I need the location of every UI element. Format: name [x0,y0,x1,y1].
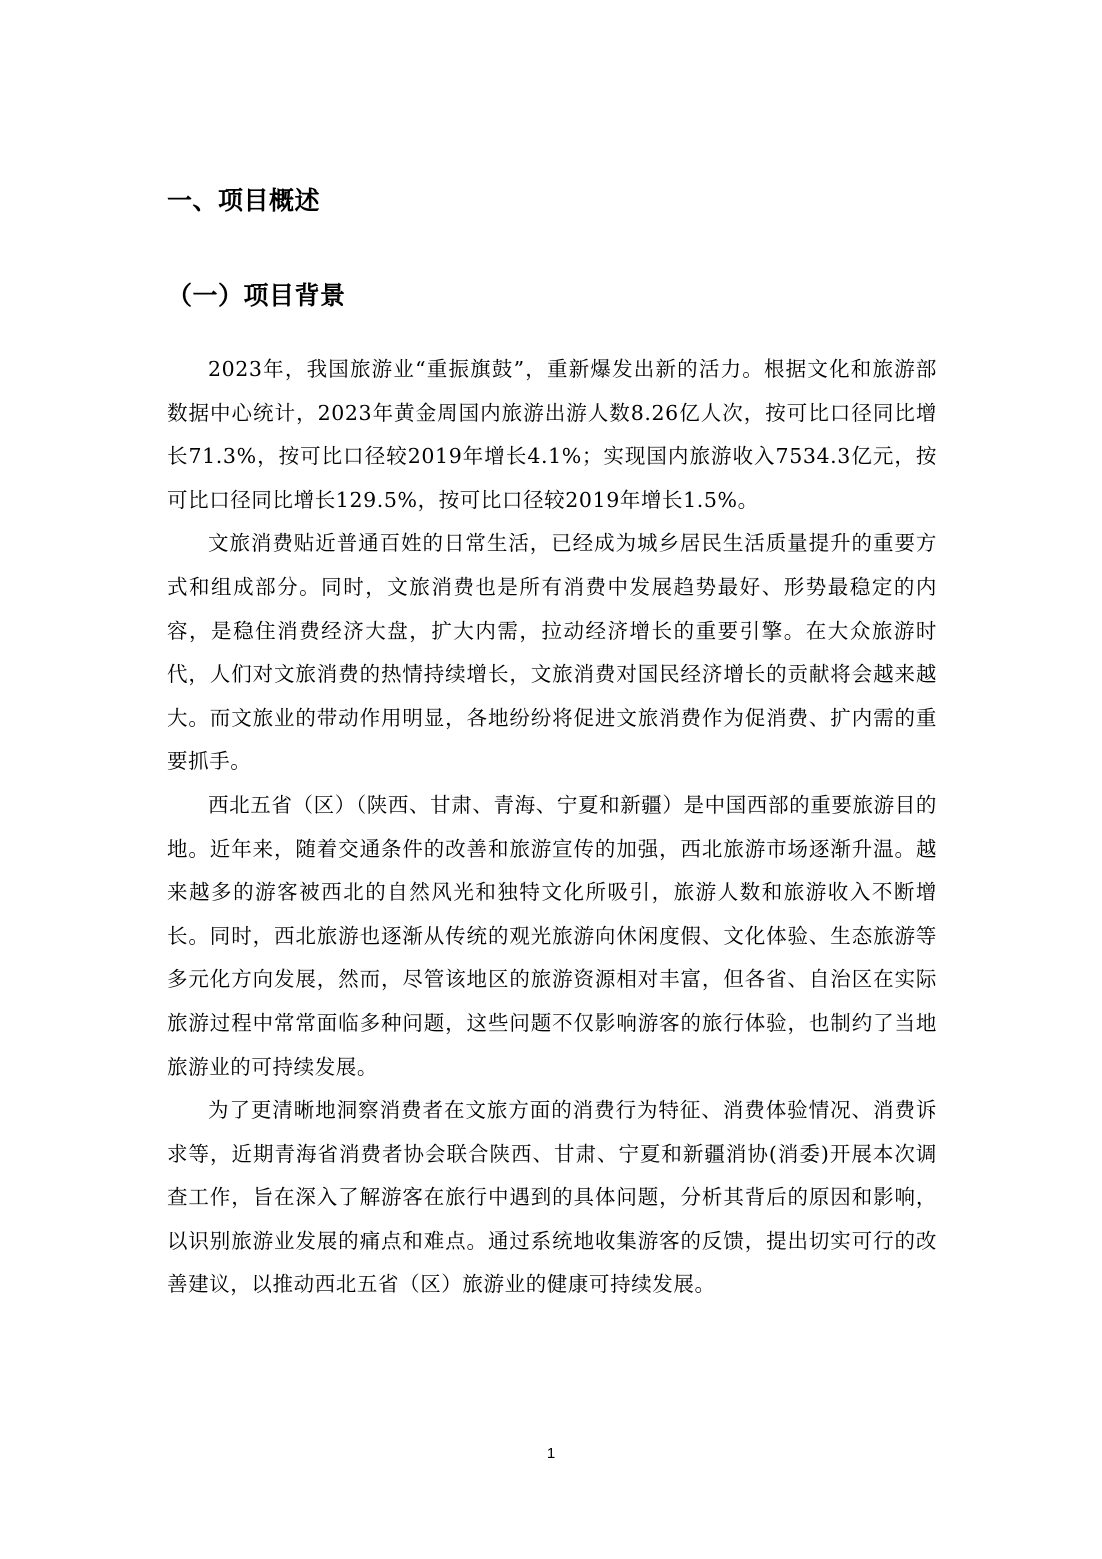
body-text [167,348,937,1307]
paragraph-tourism-statistics: 2023年，我国旅游业“重振旗鼓”，重新爆发出新的活力。根据文化和旅游部数据中心统计，2023年黄金周国内旅游出游人数8.26亿人次，按可比口径同比增长71.3%，按可比口径较2019年增长4.1%；实现国内旅游收入7534.3亿元，按可比口径同比增长129.5%，按可比口径较2019年增长1.5%。 [167,357,937,512]
paragraph-northwest-provinces: 西北五省（区）（陕西、甘肃、青海、宁夏和新疆）是中国西部的重要旅游目的地。近年来，随着交通条件的改善和旅游宣传的加强，西北旅游市场逐渐升温。越来越多的游客被西北的自然风光和独特文化所吸引，旅游人数和旅游收入不断增长。同时，西北旅游也逐渐从传统的观光旅游向休闲度假、文化体验、生态旅游等多元化方向发展，然而，尽管该地区的旅游资源相对丰富，但各省、自治区在实际旅游过程中常常面临多种问题，这些问题不仅影响游客的旅行体验，也制约了当地旅游业的可持续发展。 [167,792,937,1079]
subsection-title: （一）项目背景 [167,281,346,310]
section-title: 一、项目概述 [167,186,321,215]
paragraph-survey-purpose: 为了更清晰地洞察消费者在文旅方面的消费行为特征、消费体验情况、消费诉求等，近期青海省消费者协会联合陕西、甘肃、宁夏和新疆消协(消委)开展本次调查工作，旨在深入了解游客在旅行中遇到的具体问题，分析其背后的原因和影响，以识别旅游业发展的痛点和难点。通过系统地收集游客的反馈，提出切实可行的改善建议，以推动西北五省（区）旅游业的健康可持续发展。 [167,1098,937,1297]
page-number: 1 [546,1445,556,1462]
paragraph-cultural-consumption: 文旅消费贴近普通百姓的日常生活，已经成为城乡居民生活质量提升的重要方式和组成部分。同时，文旅消费也是所有消费中发展趋势最好、形势最稳定的内容，是稳住消费经济大盘，扩大内需，拉动经济增长的重要引擎。在大众旅游时代，人们对文旅消费的热情持续增长，文旅消费对国民经济增长的贡献将会越来越大。而文旅业的带动作用明显，各地纷纷将促进文旅消费作为促消费、扩内需的重要抓手。 [167,531,937,774]
